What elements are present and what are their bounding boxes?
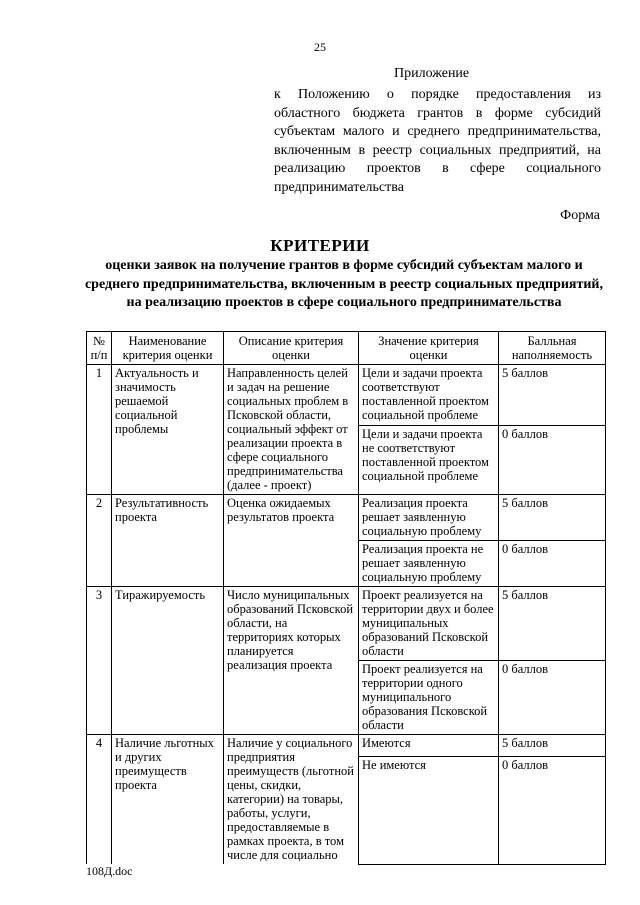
criterion-value: Проект реализуется на территории двух и более муниципальных образований Псковской области bbox=[359, 587, 499, 661]
criterion-score: 0 баллов bbox=[499, 426, 606, 495]
row-number: 3 bbox=[87, 587, 112, 735]
document-title: КРИТЕРИИ bbox=[270, 236, 370, 255]
page-number: 25 bbox=[314, 40, 326, 54]
criterion-score: 5 баллов bbox=[499, 495, 606, 541]
criteria-table bbox=[86, 331, 606, 865]
criterion-name: Наличие льготных и других преимуществ проекта bbox=[112, 735, 224, 865]
table-header-row bbox=[87, 332, 606, 365]
criterion-description: Направленность целей и задач на решение социальных проблем в Псковской области, социальный эффект от реализации проекта в сфере социального предпринимательства (далее - проект) bbox=[224, 365, 359, 495]
criterion-score: 0 баллов bbox=[499, 541, 606, 587]
criterion-score: 5 баллов bbox=[499, 735, 606, 757]
criterion-score: 5 баллов bbox=[499, 365, 606, 426]
criterion-value: Проект реализуется на территории одного муниципального образования Псковской области bbox=[359, 661, 499, 735]
form-label: Форма bbox=[560, 208, 600, 223]
header-name: Наименование критерия оценки bbox=[112, 332, 224, 365]
row-number: 2 bbox=[87, 495, 112, 587]
table-row bbox=[87, 587, 606, 661]
appendix-body: к Положению о порядке предоставления из областного бюджета грантов в форме субсидий субъектам малого и среднего предпринимательства, включенным в реестр социальных предприятий, на реализацию проектов в сфере социального предпринимательства bbox=[274, 87, 601, 195]
criterion-value: Цели и задачи проекта соответствуют поставленной проектом социальной проблеме bbox=[359, 365, 499, 426]
table-row bbox=[87, 735, 606, 757]
header-num: № п/п bbox=[87, 332, 112, 365]
criterion-value: Цели и задачи проекта не соответствуют поставленной проектом социальной проблеме bbox=[359, 426, 499, 495]
criterion-value: Реализация проекта решает заявленную социальную проблему bbox=[359, 495, 499, 541]
table-row bbox=[87, 365, 606, 426]
header-value: Значение критерия оценки bbox=[359, 332, 499, 365]
criterion-description: Наличие у социального предприятия преимуществ (льготной цены, скидки, категории) на товары, работы, услуги, предоставляемые в рамках проекта, в том числе для социально bbox=[224, 735, 359, 865]
criterion-value: Реализация проекта не решает заявленную социальную проблему bbox=[359, 541, 499, 587]
header-description: Описание критерия оценки bbox=[224, 332, 359, 365]
appendix-title: Приложение bbox=[394, 66, 470, 81]
criterion-value: Не имеются bbox=[359, 756, 499, 864]
document-subtitle: оценки заявок на получение грантов в форме субсидий субъектам малого и среднего предпринимательства, включенным в реестр социальных предприятий, на реализацию проектов в сфере социального предпринимательства bbox=[84, 258, 604, 310]
footer-filename: 108Д.doc bbox=[86, 864, 133, 878]
criterion-name: Результативность проекта bbox=[112, 495, 224, 587]
table-row bbox=[87, 495, 606, 541]
criterion-name: Тиражируемость bbox=[112, 587, 224, 735]
criterion-name: Актуальность и значимость решаемой социальной проблемы bbox=[112, 365, 224, 495]
row-number: 1 bbox=[87, 365, 112, 495]
criterion-description: Оценка ожидаемых результатов проекта bbox=[224, 495, 359, 587]
criterion-score: 0 баллов bbox=[499, 756, 606, 864]
criterion-value: Имеются bbox=[359, 735, 499, 757]
criterion-score: 0 баллов bbox=[499, 661, 606, 735]
row-number: 4 bbox=[87, 735, 112, 865]
header-score: Балльная наполняемость bbox=[499, 332, 606, 365]
criterion-score: 5 баллов bbox=[499, 587, 606, 661]
criterion-description: Число муниципальных образований Псковской области, на территориях которых планируется реализация проекта bbox=[224, 587, 359, 735]
